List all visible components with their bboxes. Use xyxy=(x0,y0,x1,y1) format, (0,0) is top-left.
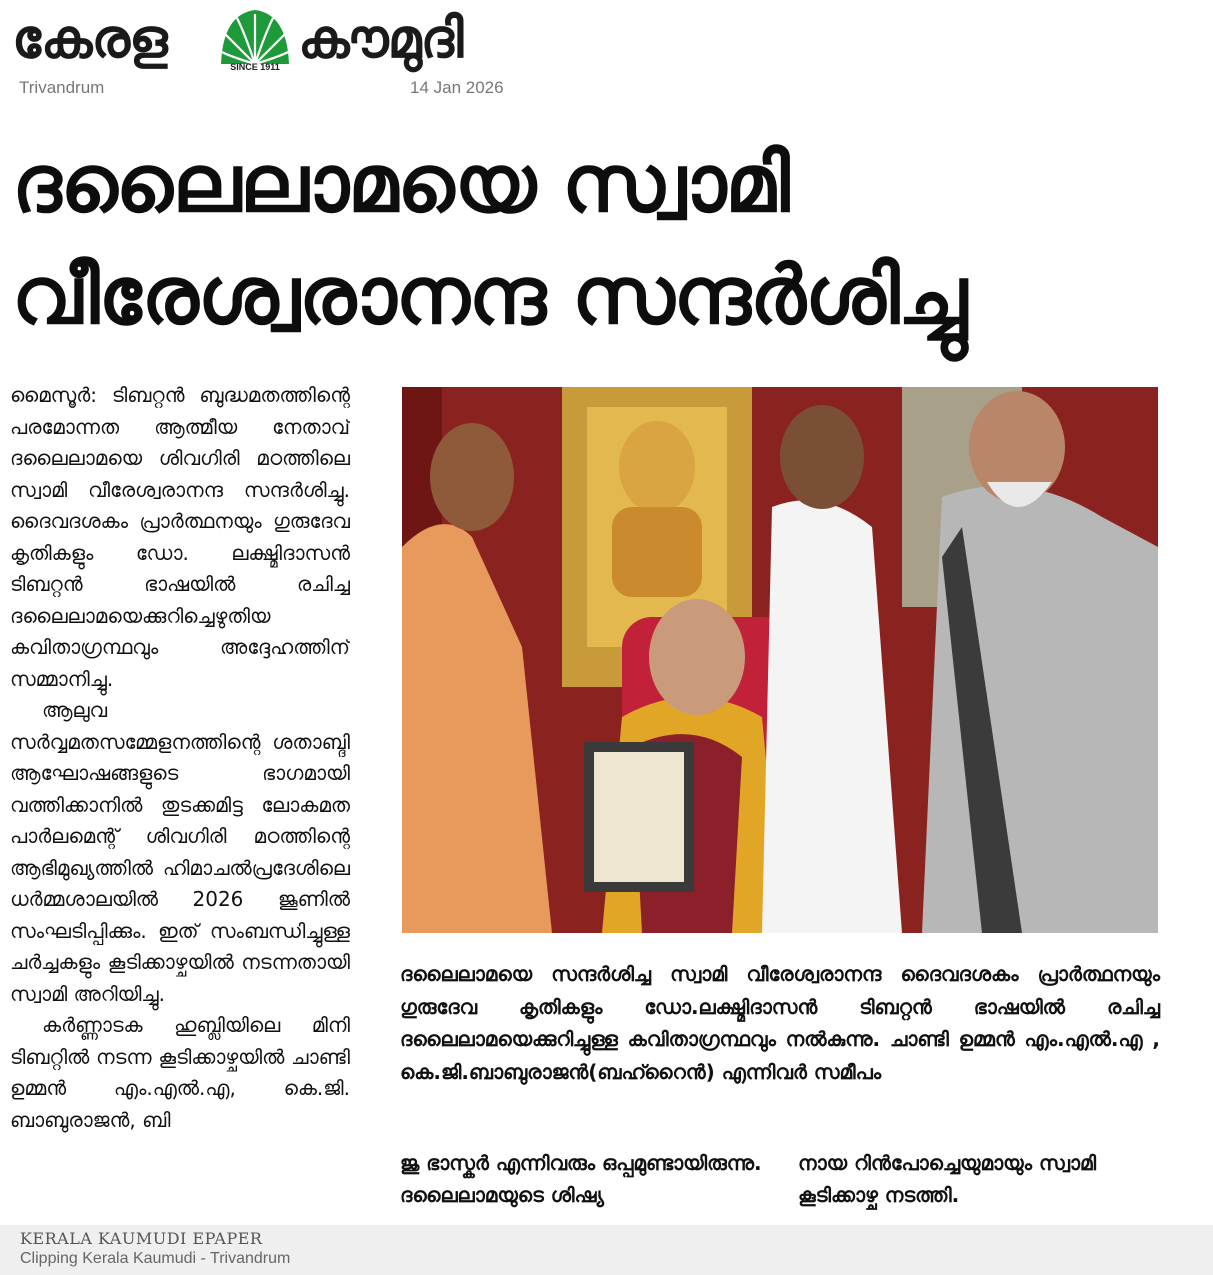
body-paragraph-2: ആലുവ സർവ്വമതസമ്മേളനത്തിന്റെ ശതാബ്ദി ആഘോഷങ്ങളുടെ ഭാഗമായി വത്തിക്കാനിൽ തുടക്കമിട്ട ലോകമത പാർലമെന്റ് ശിവഗിരി മഠത്തിന്റെ ആഭിമുഖ്യത്തിൽ ഹിമാചൽപ്രദേശിലെ ധർമ്മശാലയിൽ 2026 ജൂണിൽ സംഘടിപ്പിക്കും. ഇത് സംബന്ധിച്ചുള്ള ചർച്ചകളും കൂടിക്കാഴ്ചയിൽ നടന്നതായി സ്വാമി അറിയിച്ചു. xyxy=(10,698,350,1006)
footer-brand: KERALA KAUMUDI EPAPER xyxy=(20,1229,263,1248)
continuation-column-b: നായ റിൻപോച്ചെയുമായും സ്വാമി കൂടിക്കാഴ്ച നടത്തി. xyxy=(798,1151,1097,1207)
masthead-logo-left: കേരള xyxy=(12,7,167,70)
footer-bar xyxy=(0,1225,1213,1275)
continuation-column-a: ജു ഭാസ്കർ എന്നിവരും ഒപ്പമുണ്ടായിരുന്നു. ദലൈലാമയുടെ ശിഷ്യ xyxy=(400,1151,762,1207)
news-photo xyxy=(402,387,1158,933)
date-label: 14 Jan 2026 xyxy=(410,78,504,97)
masthead xyxy=(10,0,520,110)
photo-illustration xyxy=(402,387,1158,933)
footer-clipping-label: Clipping Kerala Kaumudi - Trivandrum xyxy=(20,1250,291,1267)
edition-label: Trivandrum xyxy=(19,78,105,97)
photo-caption: ദലൈലാമയെ സന്ദർശിച്ച സ്വാമി വീരേശ്വരാനന്ദ ദൈവദശകം പ്രാർത്ഥനയും ഗുരുദേവ കൃതികളും ഡോ.ലക്ഷ്മിദാസൻ ടിബറ്റൻ ഭാഷയിൽ രചിച്ച ദലൈലാമയെക്കുറിച്ചുള്ള കവിതാഗ്രന്ഥവും നൽകുന്നു. ചാണ്ടി ഉമ്മൻ എം.എൽ.എ , കെ.ജി.ബാബുരാജൻ(ബഹ്റൈൻ) എന്നിവർ സമീപം xyxy=(400,962,1160,1084)
article-body xyxy=(10,380,350,1220)
body-paragraph-3: കർണ്ണാടക ഹുബ്ലിയിലെ മിനി ടിബറ്റിൽ നടന്ന കൂടിക്കാഴ്ചയിൽ ചാണ്ടി ഉമ്മൻ എം.എൽ.എ, കെ.ജി. ബാബുരാജൻ, ബി xyxy=(10,1013,350,1132)
masthead-logo-right: കൗമുദി xyxy=(298,7,463,70)
since-label: SINCE 1911 xyxy=(230,62,280,72)
headline-line-1: ദലൈലാമയെ സ്വാമി xyxy=(12,137,789,230)
page-title xyxy=(12,128,1202,352)
body-paragraph-1: മൈസൂർ: ടിബറ്റൻ ബുദ്ധമതത്തിന്റെ പരമോന്നത ആത്മീയ നേതാവ് ദലൈലാമയെ ശിവഗിരി മഠത്തിലെ സ്വാമി വീരേശ്വരാനന്ദ സന്ദർശിച്ചു. ദൈവദശകം പ്രാർത്ഥനയും ഗുരുദേവ കൃതികളും ഡോ. ലക്ഷ്മിദാസൻ ടിബറ്റൻ ഭാഷയിൽ രചിച്ച ദലൈലാമയെക്കുറിച്ചെഴുതിയ കവിതാഗ്രന്ഥവും അദ്ദേഹത്തിന് സമ്മാനിച്ചു. xyxy=(10,383,350,691)
headline-line-2: വീരേശ്വരാനന്ദ സന്ദർശിച്ചു xyxy=(12,249,967,342)
